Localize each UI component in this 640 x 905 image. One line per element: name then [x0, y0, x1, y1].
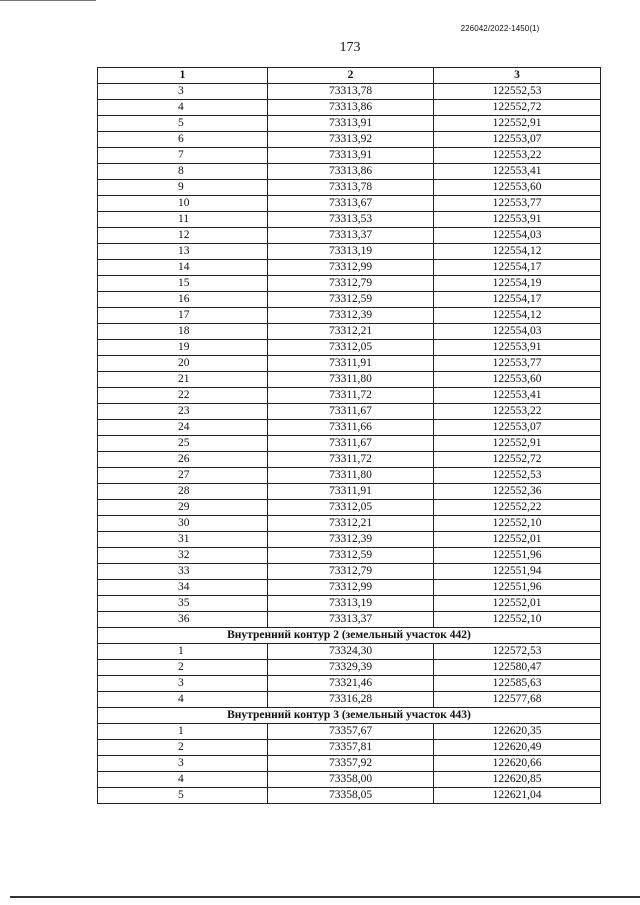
table-row [98, 324, 601, 340]
y-coordinate-cell: 122620,66 [434, 756, 601, 772]
table-row [98, 484, 601, 500]
y-coordinate-cell: 122553,91 [434, 212, 601, 228]
x-coordinate-cell: 73358,00 [268, 772, 434, 788]
table-row [98, 228, 601, 244]
point-number-cell: 31 [98, 532, 268, 548]
x-coordinate-cell: 73312,59 [268, 548, 434, 564]
table-row [98, 756, 601, 772]
y-coordinate-cell: 122552,10 [434, 516, 601, 532]
point-number-cell: 24 [98, 420, 268, 436]
table-row [98, 100, 601, 116]
x-coordinate-cell: 73313,91 [268, 148, 434, 164]
y-coordinate-cell: 122552,91 [434, 436, 601, 452]
y-coordinate-cell: 122553,60 [434, 372, 601, 388]
point-number-cell: 18 [98, 324, 268, 340]
x-coordinate-cell: 73358,05 [268, 788, 434, 804]
x-coordinate-cell: 73312,05 [268, 340, 434, 356]
section-row [98, 708, 601, 724]
table-row [98, 148, 601, 164]
point-number-cell: 29 [98, 500, 268, 516]
y-coordinate-cell: 122552,01 [434, 532, 601, 548]
y-coordinate-cell: 122552,22 [434, 500, 601, 516]
point-number-cell: 3 [98, 756, 268, 772]
y-coordinate-cell: 122552,91 [434, 116, 601, 132]
table-row [98, 676, 601, 692]
y-coordinate-cell: 122585,63 [434, 676, 601, 692]
point-number-cell: 1 [98, 644, 268, 660]
x-coordinate-cell: 73313,86 [268, 164, 434, 180]
table-row [98, 500, 601, 516]
point-number-cell: 2 [98, 740, 268, 756]
table-body [98, 84, 601, 804]
column-header-1: 1 [98, 68, 268, 84]
x-coordinate-cell: 73312,99 [268, 580, 434, 596]
table-row [98, 212, 601, 228]
x-coordinate-cell: 73311,67 [268, 436, 434, 452]
table-row [98, 532, 601, 548]
point-number-cell: 4 [98, 772, 268, 788]
x-coordinate-cell: 73312,21 [268, 324, 434, 340]
point-number-cell: 8 [98, 164, 268, 180]
y-coordinate-cell: 122580,47 [434, 660, 601, 676]
point-number-cell: 2 [98, 660, 268, 676]
x-coordinate-cell: 73312,79 [268, 564, 434, 580]
point-number-cell: 5 [98, 788, 268, 804]
top-rule [0, 0, 96, 1]
column-header-2: 2 [268, 68, 434, 84]
x-coordinate-cell: 73311,72 [268, 452, 434, 468]
y-coordinate-cell: 122577,68 [434, 692, 601, 708]
point-number-cell: 32 [98, 548, 268, 564]
point-number-cell: 3 [98, 676, 268, 692]
x-coordinate-cell: 73313,92 [268, 132, 434, 148]
coordinates-table [97, 67, 601, 804]
section-row [98, 628, 601, 644]
point-number-cell: 35 [98, 596, 268, 612]
table-row [98, 612, 601, 628]
point-number-cell: 10 [98, 196, 268, 212]
point-number-cell: 19 [98, 340, 268, 356]
table-row [98, 404, 601, 420]
x-coordinate-cell: 73324,30 [268, 644, 434, 660]
y-coordinate-cell: 122554,17 [434, 292, 601, 308]
x-coordinate-cell: 73357,92 [268, 756, 434, 772]
table-row [98, 452, 601, 468]
x-coordinate-cell: 73312,21 [268, 516, 434, 532]
table-row [98, 340, 601, 356]
point-number-cell: 4 [98, 692, 268, 708]
table-row [98, 292, 601, 308]
point-number-cell: 1 [98, 724, 268, 740]
y-coordinate-cell: 122554,12 [434, 244, 601, 260]
table-row [98, 164, 601, 180]
table-row [98, 644, 601, 660]
y-coordinate-cell: 122553,60 [434, 180, 601, 196]
point-number-cell: 17 [98, 308, 268, 324]
x-coordinate-cell: 73312,59 [268, 292, 434, 308]
x-coordinate-cell: 73312,05 [268, 500, 434, 516]
y-coordinate-cell: 122554,17 [434, 260, 601, 276]
y-coordinate-cell: 122554,12 [434, 308, 601, 324]
x-coordinate-cell: 73312,39 [268, 532, 434, 548]
point-number-cell: 36 [98, 612, 268, 628]
point-number-cell: 33 [98, 564, 268, 580]
table-row [98, 356, 601, 372]
y-coordinate-cell: 122553,07 [434, 132, 601, 148]
y-coordinate-cell: 122552,72 [434, 452, 601, 468]
table-row [98, 788, 601, 804]
point-number-cell: 16 [98, 292, 268, 308]
x-coordinate-cell: 73311,91 [268, 356, 434, 372]
x-coordinate-cell: 73313,37 [268, 228, 434, 244]
point-number-cell: 14 [98, 260, 268, 276]
y-coordinate-cell: 122621,04 [434, 788, 601, 804]
table-row [98, 180, 601, 196]
table-row [98, 116, 601, 132]
x-coordinate-cell: 73311,91 [268, 484, 434, 500]
y-coordinate-cell: 122553,77 [434, 356, 601, 372]
table-row [98, 740, 601, 756]
point-number-cell: 7 [98, 148, 268, 164]
x-coordinate-cell: 73313,67 [268, 196, 434, 212]
section-title: Внутренний контур 3 (земельный участок 443) [98, 708, 601, 724]
point-number-cell: 11 [98, 212, 268, 228]
table-row [98, 724, 601, 740]
table-row [98, 564, 601, 580]
y-coordinate-cell: 122554,03 [434, 324, 601, 340]
x-coordinate-cell: 73313,86 [268, 100, 434, 116]
y-coordinate-cell: 122554,03 [434, 228, 601, 244]
x-coordinate-cell: 73329,39 [268, 660, 434, 676]
document-number: 226042/2022-1450(1) [460, 24, 540, 33]
table-row [98, 84, 601, 100]
point-number-cell: 21 [98, 372, 268, 388]
point-number-cell: 3 [98, 84, 268, 100]
point-number-cell: 15 [98, 276, 268, 292]
y-coordinate-cell: 122553,91 [434, 340, 601, 356]
table-row [98, 260, 601, 276]
x-coordinate-cell: 73313,91 [268, 116, 434, 132]
x-coordinate-cell: 73311,72 [268, 388, 434, 404]
x-coordinate-cell: 73311,80 [268, 372, 434, 388]
y-coordinate-cell: 122552,53 [434, 468, 601, 484]
y-coordinate-cell: 122553,77 [434, 196, 601, 212]
table-row [98, 772, 601, 788]
x-coordinate-cell: 73357,67 [268, 724, 434, 740]
x-coordinate-cell: 73313,19 [268, 244, 434, 260]
bottom-rule [10, 896, 640, 898]
table-row [98, 660, 601, 676]
table-row [98, 692, 601, 708]
point-number-cell: 4 [98, 100, 268, 116]
y-coordinate-cell: 122551,96 [434, 580, 601, 596]
point-number-cell: 25 [98, 436, 268, 452]
table-row [98, 372, 601, 388]
table-header-row [98, 68, 601, 84]
y-coordinate-cell: 122620,49 [434, 740, 601, 756]
x-coordinate-cell: 73313,78 [268, 180, 434, 196]
point-number-cell: 26 [98, 452, 268, 468]
x-coordinate-cell: 73312,99 [268, 260, 434, 276]
x-coordinate-cell: 73313,78 [268, 84, 434, 100]
point-number-cell: 22 [98, 388, 268, 404]
table-row [98, 548, 601, 564]
point-number-cell: 9 [98, 180, 268, 196]
column-header-3: 3 [434, 68, 601, 84]
point-number-cell: 6 [98, 132, 268, 148]
point-number-cell: 23 [98, 404, 268, 420]
x-coordinate-cell: 73316,28 [268, 692, 434, 708]
x-coordinate-cell: 73311,80 [268, 468, 434, 484]
table-row [98, 596, 601, 612]
y-coordinate-cell: 122620,35 [434, 724, 601, 740]
table-row [98, 516, 601, 532]
x-coordinate-cell: 73312,79 [268, 276, 434, 292]
y-coordinate-cell: 122551,96 [434, 548, 601, 564]
point-number-cell: 13 [98, 244, 268, 260]
y-coordinate-cell: 122553,22 [434, 148, 601, 164]
point-number-cell: 34 [98, 580, 268, 596]
table-row [98, 244, 601, 260]
x-coordinate-cell: 73313,19 [268, 596, 434, 612]
point-number-cell: 20 [98, 356, 268, 372]
y-coordinate-cell: 122552,53 [434, 84, 601, 100]
x-coordinate-cell: 73321,46 [268, 676, 434, 692]
x-coordinate-cell: 73357,81 [268, 740, 434, 756]
y-coordinate-cell: 122620,85 [434, 772, 601, 788]
table-row [98, 388, 601, 404]
y-coordinate-cell: 122572,53 [434, 644, 601, 660]
table-row [98, 436, 601, 452]
table-row [98, 308, 601, 324]
section-title: Внутренний контур 2 (земельный участок 442) [98, 628, 601, 644]
table-row [98, 468, 601, 484]
x-coordinate-cell: 73311,66 [268, 420, 434, 436]
point-number-cell: 27 [98, 468, 268, 484]
table-row [98, 420, 601, 436]
y-coordinate-cell: 122553,41 [434, 164, 601, 180]
y-coordinate-cell: 122552,72 [434, 100, 601, 116]
x-coordinate-cell: 73313,53 [268, 212, 434, 228]
table-row [98, 196, 601, 212]
x-coordinate-cell: 73312,39 [268, 308, 434, 324]
x-coordinate-cell: 73311,67 [268, 404, 434, 420]
y-coordinate-cell: 122553,07 [434, 420, 601, 436]
y-coordinate-cell: 122552,01 [434, 596, 601, 612]
table-row [98, 276, 601, 292]
point-number-cell: 30 [98, 516, 268, 532]
y-coordinate-cell: 122551,94 [434, 564, 601, 580]
y-coordinate-cell: 122552,36 [434, 484, 601, 500]
table-row [98, 580, 601, 596]
point-number-cell: 28 [98, 484, 268, 500]
x-coordinate-cell: 73313,37 [268, 612, 434, 628]
y-coordinate-cell: 122553,41 [434, 388, 601, 404]
page-number: 173 [339, 40, 361, 55]
y-coordinate-cell: 122554,19 [434, 276, 601, 292]
y-coordinate-cell: 122553,22 [434, 404, 601, 420]
point-number-cell: 12 [98, 228, 268, 244]
table-row [98, 132, 601, 148]
y-coordinate-cell: 122552,10 [434, 612, 601, 628]
point-number-cell: 5 [98, 116, 268, 132]
